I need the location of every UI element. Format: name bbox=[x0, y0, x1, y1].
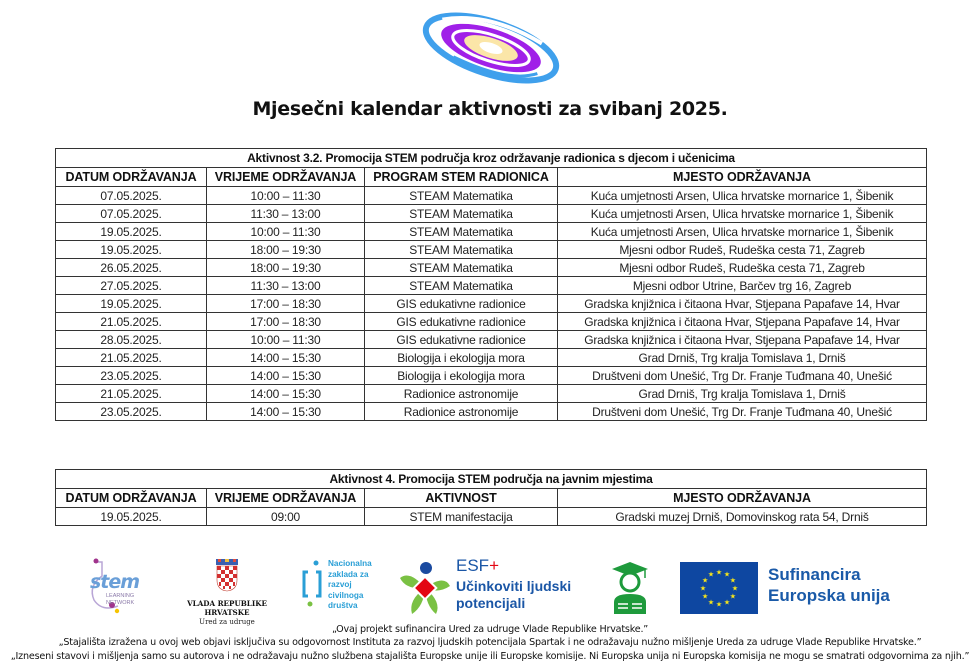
vlada-rh-logo bbox=[168, 558, 286, 626]
cell-date: 19.05.2025. bbox=[56, 223, 207, 241]
table-row bbox=[56, 295, 927, 313]
vlada-sub: Ured za udruge bbox=[199, 618, 255, 626]
cell-time: 10:00 – 11:30 bbox=[207, 187, 365, 205]
column-header-location: MJESTO ODRŽAVANJA bbox=[558, 489, 927, 508]
cell-date: 21.05.2025. bbox=[56, 313, 207, 331]
cell-location: Kuća umjetnosti Arsen, Ulica hrvatske mornarice 1, Šibenik bbox=[558, 205, 927, 223]
cell-date: 21.05.2025. bbox=[56, 349, 207, 367]
nacionalna-zaklada-text: Nacionalna zaklada za razvoj civilnoga društva bbox=[328, 559, 372, 610]
cell-location: Kuća umjetnosti Arsen, Ulica hrvatske mornarice 1, Šibenik bbox=[558, 187, 927, 205]
cell-time: 11:30 – 13:00 bbox=[207, 277, 365, 295]
cell-location: Mjesni odbor Rudeš, Rudeška cesta 71, Zagreb bbox=[558, 259, 927, 277]
cell-program: STEAM Matematika bbox=[365, 277, 558, 295]
esf-title: ESF+ bbox=[456, 556, 499, 575]
esf-plus-logo bbox=[398, 556, 598, 618]
table-row bbox=[56, 367, 927, 385]
column-header-time: VRIJEME ODRŽAVANJA bbox=[207, 168, 365, 187]
eu-star-icon: ★ bbox=[731, 584, 739, 593]
eu-star-icon: ★ bbox=[715, 600, 723, 609]
cell-program: STEAM Matematika bbox=[365, 187, 558, 205]
croatian-coat-of-arms-icon bbox=[214, 558, 240, 592]
cell-program: Biologija i ekologija mora bbox=[365, 367, 558, 385]
cell-program: GIS edukativne radionice bbox=[365, 295, 558, 313]
table-row bbox=[56, 349, 927, 367]
eu-cofinanced-text: Sufinancira Europska unija bbox=[768, 565, 890, 605]
cell-time: 10:00 – 11:30 bbox=[207, 331, 365, 349]
cell-date: 07.05.2025. bbox=[56, 187, 207, 205]
cell-time: 17:00 – 18:30 bbox=[207, 313, 365, 331]
cell-date: 26.05.2025. bbox=[56, 259, 207, 277]
cell-time: 18:00 – 19:30 bbox=[207, 259, 365, 277]
cell-program: GIS edukativne radionice bbox=[365, 331, 558, 349]
page-title: Mjesečni kalendar aktivnosti za svibanj 2025. bbox=[252, 98, 728, 120]
cell-location: Društveni dom Unešić, Trg Dr. Franje Tuđmana 40, Unešić bbox=[558, 403, 927, 421]
cell-location: Gradska knjižnica i čitaona Hvar, Stjepana Papafave 14, Hvar bbox=[558, 331, 927, 349]
eu-star-icon: ★ bbox=[702, 592, 709, 601]
cell-date: 27.05.2025. bbox=[56, 277, 207, 295]
student-reading-icon bbox=[608, 560, 652, 616]
cell-date: 19.05.2025. bbox=[56, 241, 207, 259]
cell-location: Mjesni odbor Rudeš, Rudeška cesta 71, Zagreb bbox=[558, 241, 927, 259]
column-header-program: PROGRAM STEM RADIONICA bbox=[365, 168, 558, 187]
cell-date: 28.05.2025. bbox=[56, 331, 207, 349]
column-header-location: MJESTO ODRŽAVANJA bbox=[558, 168, 927, 187]
footer-disclaimer-3: „Izneseni stavovi i mišljenja samo su autorova i ne odražavaju nužno službena stajališta Europske unije ili Europske komisije. Ni Europska unija ni Europska komisija ne mogu se smatrati odgovornima za njih.” bbox=[10, 651, 970, 662]
cell-time: 17:00 – 18:30 bbox=[207, 295, 365, 313]
svg-text:NETWORK: NETWORK bbox=[106, 600, 135, 606]
cell-program: STEAM Matematika bbox=[365, 259, 558, 277]
cell-location: Kuća umjetnosti Arsen, Ulica hrvatske mornarice 1, Šibenik bbox=[558, 223, 927, 241]
cell-date: 21.05.2025. bbox=[56, 385, 207, 403]
column-header-date: DATUM ODRŽAVANJA bbox=[56, 168, 207, 187]
vlada-name: VLADA REPUBLIKE HRVATSKE bbox=[187, 599, 267, 617]
eu-star-icon: ★ bbox=[699, 584, 707, 593]
cell-location: Gradska knjižnica i čitaona Hvar, Stjepana Papafave 14, Hvar bbox=[558, 295, 927, 313]
eu-star-icon: ★ bbox=[723, 598, 731, 607]
nacionalna-zaklada-logo bbox=[300, 558, 380, 618]
brackets-icon bbox=[300, 558, 326, 616]
cell-program: Radionice astronomije bbox=[365, 385, 558, 403]
table-row bbox=[56, 223, 927, 241]
cell-program: STEAM Matematika bbox=[365, 241, 558, 259]
table-row bbox=[56, 313, 927, 331]
stem-flask-icon bbox=[84, 558, 156, 614]
table-row bbox=[56, 259, 927, 277]
cell-time: 10:00 – 11:30 bbox=[207, 223, 365, 241]
cell-location: Grad Drniš, Trg kralja Tomislava 1, Drniš bbox=[558, 349, 927, 367]
table-caption: Aktivnost 3.2. Promocija STEM područja kroz održavanje radionica s djecom i učenicima bbox=[56, 149, 927, 168]
table-row bbox=[56, 403, 927, 421]
cell-date: 23.05.2025. bbox=[56, 367, 207, 385]
eu-star-icon: ★ bbox=[729, 576, 736, 585]
esf-subtitle: Učinkoviti ljudski potencijali bbox=[456, 578, 572, 611]
cell-time: 14:00 – 15:30 bbox=[207, 367, 365, 385]
cell-program: STEAM Matematika bbox=[365, 205, 558, 223]
column-header-time: VRIJEME ODRŽAVANJA bbox=[207, 489, 365, 508]
cell-date: 19.05.2025. bbox=[56, 295, 207, 313]
table-row bbox=[56, 277, 927, 295]
table-row bbox=[56, 385, 927, 403]
eu-star-icon: ★ bbox=[715, 568, 723, 577]
cell-time: 18:00 – 19:30 bbox=[207, 241, 365, 259]
table-row bbox=[56, 187, 927, 205]
cell-program: GIS edukativne radionice bbox=[365, 313, 558, 331]
column-header-activity: AKTIVNOST bbox=[365, 489, 558, 508]
cell-time: 09:00 bbox=[207, 508, 365, 526]
esf-pinwheel-icon bbox=[398, 560, 452, 616]
eu-star-icon: ★ bbox=[707, 598, 715, 607]
stem-learning-network-logo bbox=[84, 558, 156, 614]
svg-text:LEARNING: LEARNING bbox=[106, 593, 135, 599]
activity-4-table bbox=[55, 469, 927, 526]
table-row bbox=[56, 331, 927, 349]
table-row bbox=[56, 241, 927, 259]
eu-flag-icon bbox=[680, 562, 758, 614]
cell-location: Mjesni odbor Utrine, Barčev trg 16, Zagreb bbox=[558, 277, 927, 295]
cell-date: 07.05.2025. bbox=[56, 205, 207, 223]
cell-program: STEM manifestacija bbox=[365, 508, 558, 526]
cell-time: 14:00 – 15:30 bbox=[207, 403, 365, 421]
cell-date: 23.05.2025. bbox=[56, 403, 207, 421]
eu-star-icon: ★ bbox=[729, 592, 736, 601]
footer-disclaimer-2: „Stajališta izražena u ovoj web objavi isključiva su odgovornost Instituta za razvoj ljudskih potencijala Spartak i ne odražavaju nužno mišljenje Ureda za udruge Vlade Republike Hrvatske.” bbox=[58, 637, 922, 648]
cell-time: 11:30 – 13:00 bbox=[207, 205, 365, 223]
cell-date: 19.05.2025. bbox=[56, 508, 207, 526]
eu-star-icon: ★ bbox=[707, 570, 715, 579]
cell-program: STEAM Matematika bbox=[365, 223, 558, 241]
cell-location: Grad Drniš, Trg kralja Tomislava 1, Drniš bbox=[558, 385, 927, 403]
partner-logos bbox=[0, 552, 980, 626]
cell-location: Gradska knjižnica i čitaona Hvar, Stjepana Papafave 14, Hvar bbox=[558, 313, 927, 331]
eu-star-icon: ★ bbox=[702, 576, 709, 585]
cell-program: Biologija i ekologija mora bbox=[365, 349, 558, 367]
cell-time: 14:00 – 15:30 bbox=[207, 349, 365, 367]
eu-star-icon: ★ bbox=[723, 570, 731, 579]
cell-location: Društveni dom Unešić, Trg Dr. Franje Tuđmana 40, Unešić bbox=[558, 367, 927, 385]
svg-text:stem: stem bbox=[90, 571, 140, 593]
column-header-date: DATUM ODRŽAVANJA bbox=[56, 489, 207, 508]
activity-3-2-table bbox=[55, 148, 927, 421]
cell-location: Gradski muzej Drniš, Domovinskog rata 54, Drniš bbox=[558, 508, 927, 526]
table-row bbox=[56, 205, 927, 223]
cell-program: Radionice astronomije bbox=[365, 403, 558, 421]
table-caption: Aktivnost 4. Promocija STEM područja na javnim mjestima bbox=[56, 470, 927, 489]
cell-time: 14:00 – 15:30 bbox=[207, 385, 365, 403]
table-row bbox=[56, 508, 927, 526]
galaxy-logo bbox=[418, 6, 564, 90]
footer-disclaimer-1: „Ovaj projekt sufinancira Ured za udruge Vlade Republike Hrvatske.” bbox=[331, 624, 649, 635]
